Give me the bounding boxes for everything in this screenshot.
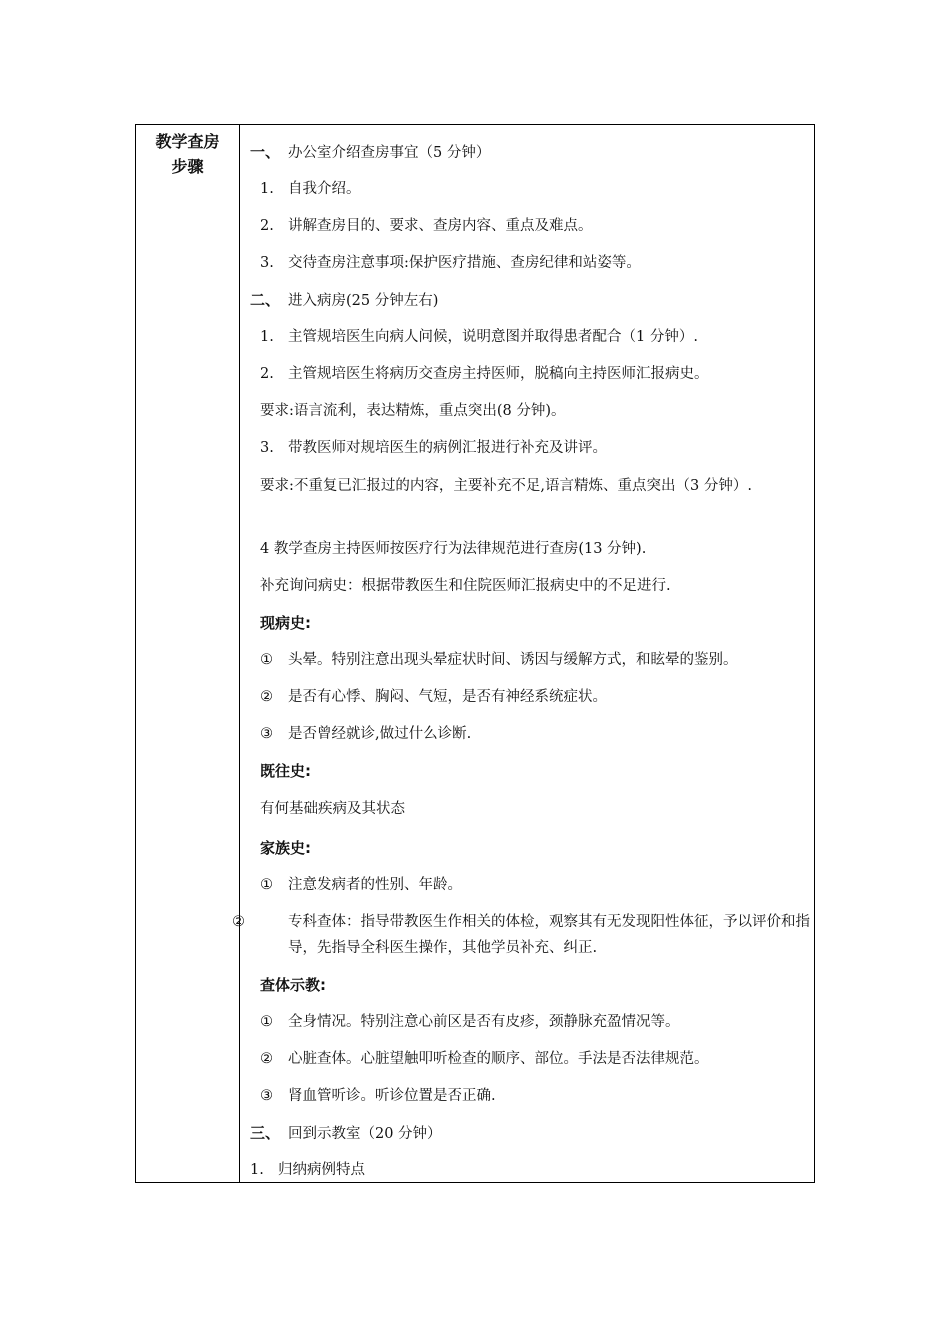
requirement-1: 要求:语言流利，表达精炼，重点突出(8 分钟)。 — [260, 403, 566, 419]
list-item — [250, 1157, 365, 1183]
item-number: ① — [260, 877, 273, 893]
item-number: 1. — [260, 329, 274, 345]
item-text: 注意发病者的性别、年龄。 — [288, 877, 462, 893]
family-history-heading: 家族史: — [260, 839, 311, 857]
list-item — [260, 647, 738, 673]
item-text: 自我介绍。 — [288, 181, 361, 197]
section-3 — [250, 1120, 442, 1147]
supplement-history: 补充询问病史：根据带教医生和住院医师汇报病史中的不足进行. — [260, 578, 671, 594]
item-text: 专科查体：指导带教医生作相关的体检，观察其有无发现阳性体征，予以评价和指导，先指导全科医生操作，其他学员补充、纠正. — [288, 914, 810, 956]
row-label-cell — [136, 125, 240, 1182]
item-text: 带教医师对规培医生的病例汇报进行补充及讲评。 — [288, 440, 607, 456]
item-number: 1. — [260, 181, 274, 197]
list-item — [260, 250, 641, 276]
section-1-title: 办公室介绍查房事宜（5 分钟） — [288, 145, 491, 161]
step-4: 4 教学查房主持医师按医疗行为法律规范进行查房(13 分钟). — [260, 541, 647, 557]
item-text: 交待查房注意事项:保护医疗措施、查房纪律和站姿等。 — [288, 255, 641, 271]
item-number: 2. — [260, 366, 274, 382]
item-text: 头晕。特别注意出现头晕症状时间、诱因与缓解方式，和眩晕的鉴别。 — [288, 652, 738, 668]
item-text: 是否曾经就诊,做过什么诊断. — [288, 726, 472, 742]
row-label-line1: 教学查房 — [155, 132, 220, 151]
section-2-number: 二、 — [250, 291, 281, 309]
item-number: ③ — [260, 726, 273, 742]
item-number: 3. — [260, 440, 274, 456]
list-item — [260, 361, 709, 387]
item-number: ② — [232, 914, 245, 930]
exam-heading: 查体示教: — [260, 976, 326, 994]
section-2-title: 进入病房(25 分钟左右) — [288, 293, 439, 309]
item-text: 全身情况。特别注意心前区是否有皮疹，颈静脉充盈情况等。 — [288, 1014, 680, 1030]
item-number: 1. — [250, 1162, 264, 1178]
content-cell — [232, 125, 814, 1182]
item-text: 是否有心悸、胸闷、气短，是否有神经系统症状。 — [288, 689, 607, 705]
item-number: ② — [260, 689, 273, 705]
list-item — [260, 1046, 709, 1072]
teaching-round-table — [135, 124, 815, 1183]
section-1-number: 一、 — [250, 143, 281, 161]
item-number: 3. — [260, 255, 274, 271]
row-label-line2: 步骤 — [171, 157, 204, 176]
list-item — [232, 909, 810, 961]
list-item — [260, 684, 607, 710]
section-1 — [250, 139, 490, 166]
item-text: 肾血管听诊。听诊位置是否正确. — [288, 1088, 496, 1104]
item-number: ③ — [260, 1088, 273, 1104]
item-text: 心脏查体。心脏望触叩听检查的顺序、部位。手法是否法律规范。 — [288, 1051, 709, 1067]
list-item — [260, 176, 361, 202]
past-history-heading: 既往史: — [260, 762, 311, 780]
present-history-heading: 现病史: — [260, 614, 311, 632]
requirement-2: 要求:不重复已汇报过的内容，主要补充不足,语言精炼、重点突出（3 分钟）. — [260, 478, 752, 494]
list-item — [260, 721, 471, 747]
section-2 — [250, 287, 438, 314]
item-number: 2. — [260, 218, 274, 234]
item-number: ① — [260, 1014, 273, 1030]
list-item — [260, 1083, 496, 1109]
past-history-text: 有何基础疾病及其状态 — [260, 801, 405, 817]
item-text: 主管规培医生将病历交查房主持医师，脱稿向主持医师汇报病史。 — [288, 366, 709, 382]
item-text: 归纳病例特点 — [278, 1162, 365, 1178]
list-item — [260, 1009, 680, 1035]
list-item — [260, 435, 607, 461]
list-item — [260, 324, 698, 350]
item-text: 讲解查房目的、要求、查房内容、重点及难点。 — [288, 218, 593, 234]
section-3-title: 回到示教室（20 分钟） — [288, 1126, 442, 1142]
list-item — [260, 213, 593, 239]
section-3-number: 三、 — [250, 1124, 281, 1142]
item-number: ② — [260, 1051, 273, 1067]
item-text: 主管规培医生向病人问候，说明意图并取得患者配合（1 分钟）. — [288, 329, 698, 345]
item-number: ① — [260, 652, 273, 668]
list-item — [260, 872, 462, 898]
